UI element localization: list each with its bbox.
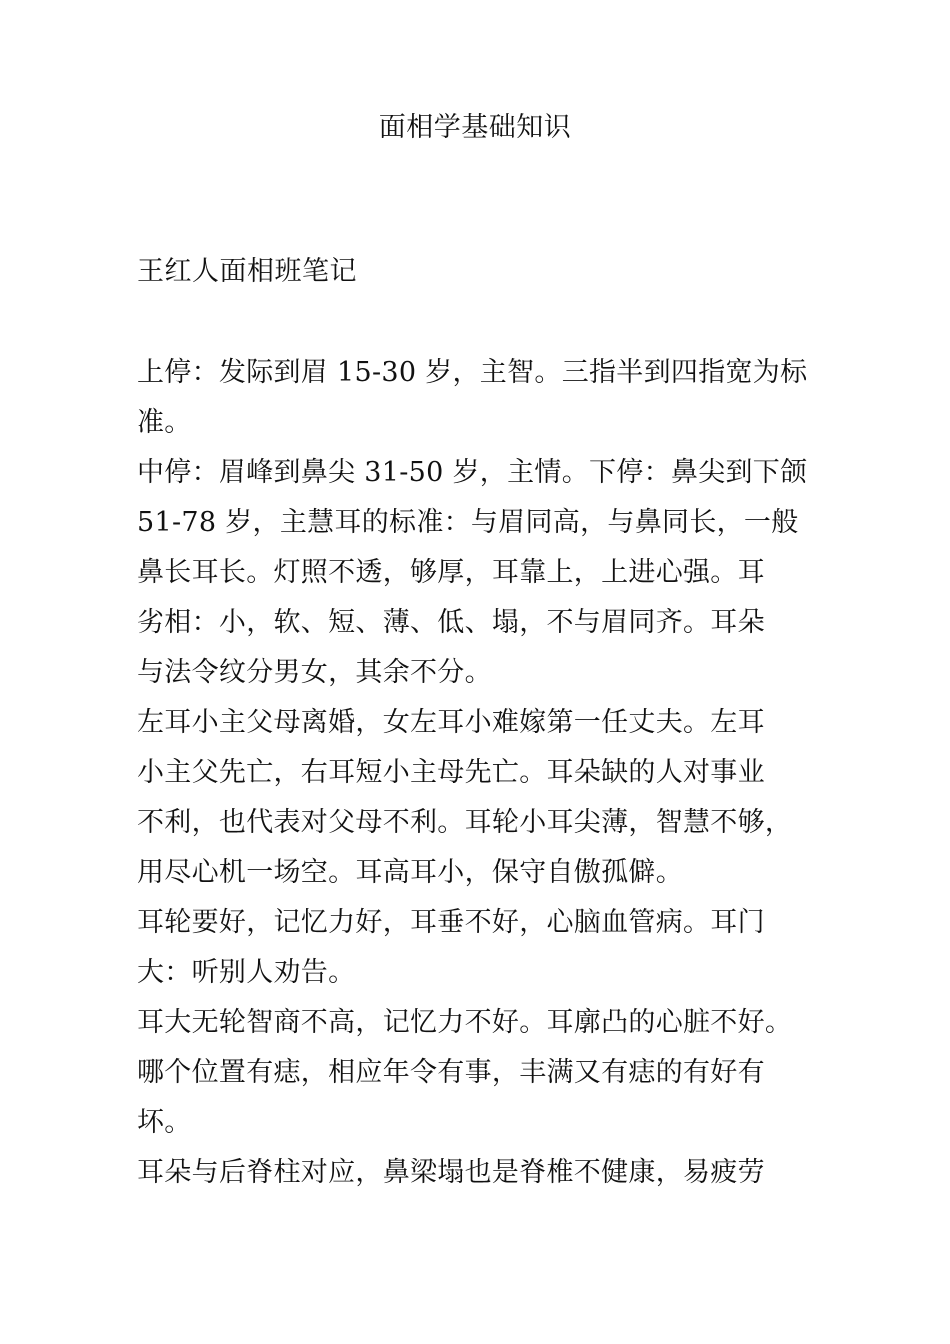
text-line: 大：听别人劝告。 <box>137 957 356 988</box>
text-line: 中停：眉峰到鼻尖 31-50 岁，主情。下停：鼻尖到下颌 <box>137 457 808 488</box>
text-line: 坏。 <box>137 1107 192 1138</box>
text-line: 与法令纹分男女，其余不分。 <box>137 657 492 688</box>
text-line: 耳大无轮智商不高，记忆力不好。耳廓凸的心脏不好。 <box>137 1007 793 1038</box>
text-line: 不利，也代表对父母不利。耳轮小耳尖薄，智慧不够， <box>137 807 793 838</box>
text-line: 51-78 岁，主慧耳的标准：与眉同高，与鼻同长，一般 <box>137 507 799 538</box>
document-subtitle: 王红人面相班笔记 <box>137 256 357 287</box>
text-line: 劣相：小，软、短、薄、低、塌，不与眉同齐。耳朵 <box>137 607 765 638</box>
text-line: 准。 <box>137 407 192 438</box>
text-line: 左耳小主父母离婚，女左耳小难嫁第一任丈夫。左耳 <box>137 707 765 738</box>
document-title: 面相学基础知识 <box>378 112 572 143</box>
text-line: 鼻长耳长。灯照不透，够厚，耳靠上，上进心强。耳 <box>137 557 765 588</box>
text-line: 耳轮要好，记忆力好，耳垂不好，心脑血管病。耳门 <box>137 907 765 938</box>
text-line: 用尽心机一场空。耳高耳小，保守自傲孤僻。 <box>137 857 683 888</box>
text-line: 哪个位置有痣，相应年令有事，丰满又有痣的有好有 <box>137 1057 765 1088</box>
document-body <box>137 348 827 1198</box>
text-line: 上停：发际到眉 15-30 岁，主智。三指半到四指宽为标 <box>137 357 808 388</box>
text-line: 耳朵与后脊柱对应，鼻梁塌也是脊椎不健康，易疲劳 <box>137 1157 765 1188</box>
text-line: 小主父先亡，右耳短小主母先亡。耳朵缺的人对事业 <box>137 757 765 788</box>
